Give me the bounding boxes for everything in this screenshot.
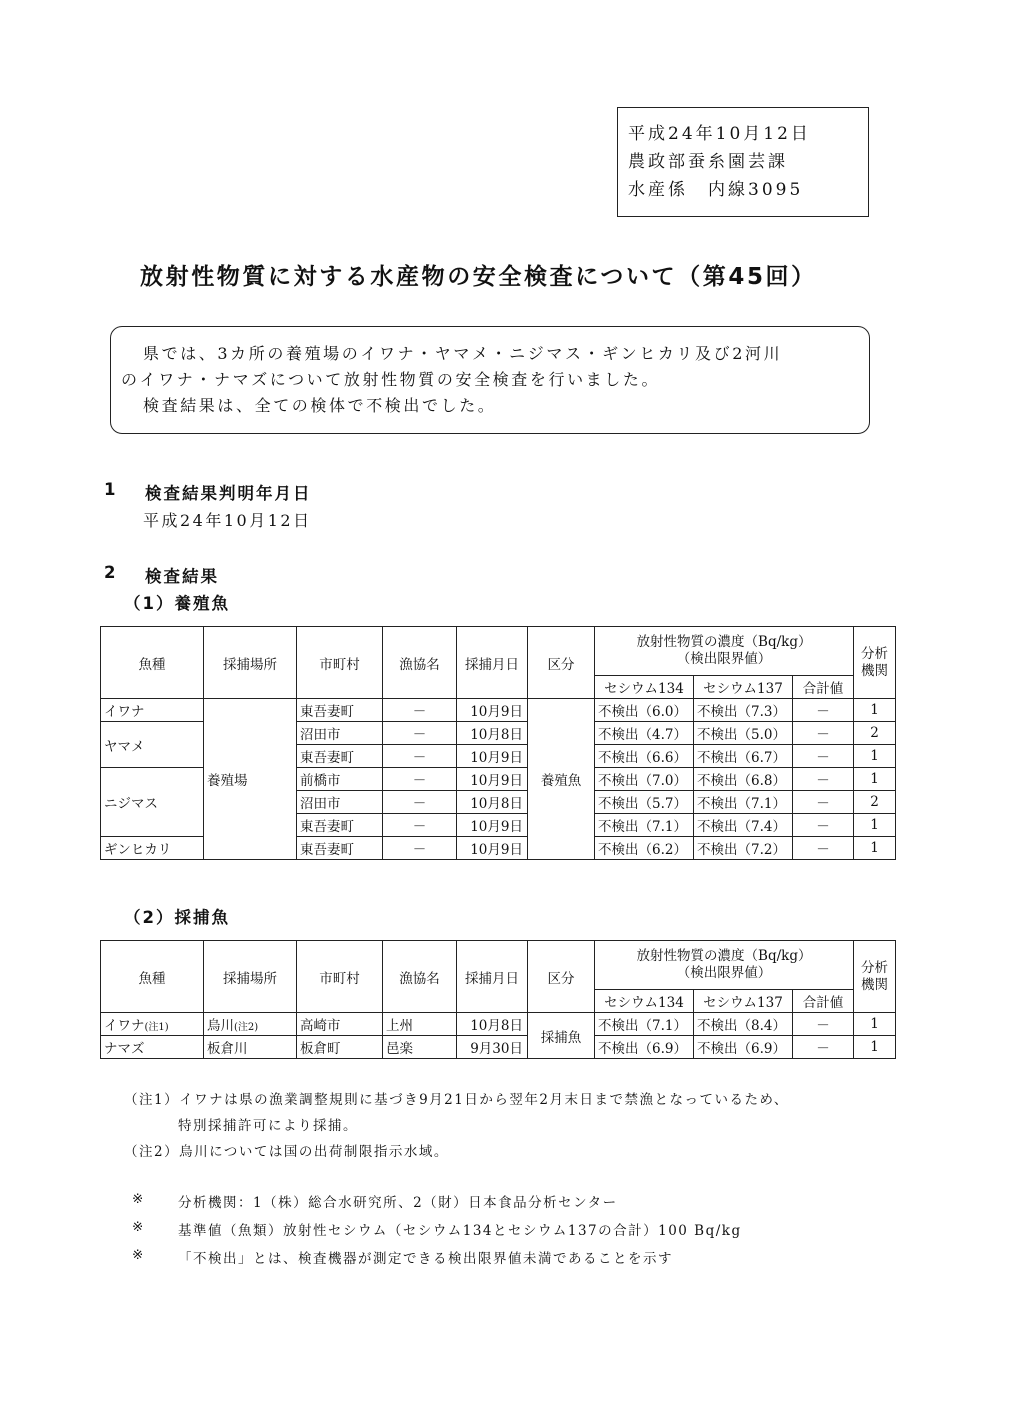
coop: － [383,814,457,837]
fish-note-ref: (注1) [144,1022,169,1033]
remark-not-detected: 「不検出」とは、検査機器が測定できる検出限界値未満であることを示す [178,1251,673,1267]
header-detection-limit: （検出限界値） [676,651,772,667]
coop: － [383,745,457,768]
lab-value: 1 [854,1013,896,1036]
remark-analysis-labs: 分析機関：1（株）総合水研究所、2（財）日本食品分析センター [178,1195,618,1211]
remark-mark-3: ※ [132,1247,145,1263]
total-value: － [793,837,854,860]
header-total: 合計値 [793,990,854,1013]
coop: － [383,837,457,860]
header-place: 採捕場所 [204,941,297,1013]
cs137-value: 不検出（8.4） [694,1013,793,1036]
category-caught: 採捕魚 [528,1013,595,1059]
header-fish: 魚種 [101,941,204,1013]
capture-date: 10月8日 [457,722,528,745]
city: 沼田市 [297,722,383,745]
city: 沼田市 [297,791,383,814]
lab-value: 1 [854,837,896,860]
department: 農政部蚕糸園芸課 [628,152,788,172]
city: 板倉町 [297,1036,383,1059]
table-row [101,1013,896,1036]
lab-value: 1 [854,768,896,791]
header-lab-line1: 分析 [861,645,889,662]
summary-line-3: 検査結果は、全ての検体で不検出でした。 [143,396,497,415]
note-1-line-1: （注1）イワナは県の漁業調整規則に基づき9月21日から翌年2月末日まで禁漁となっているため、 [124,1092,789,1108]
subsection-caught: （2）採捕魚 [124,908,230,927]
capture-date: 10月8日 [457,791,528,814]
total-value: － [793,814,854,837]
header-total: 合計値 [793,676,854,699]
header-date: 採捕月日 [457,941,528,1013]
lab-value: 1 [854,699,896,722]
summary-line-2: のイワナ・ナマズについて放射性物質の安全検査を行いました。 [121,370,661,389]
capture-date: 10月9日 [457,768,528,791]
total-value: － [793,1013,854,1036]
header-category: 区分 [528,627,595,699]
capture-date: 10月9日 [457,837,528,860]
lab-value: 1 [854,745,896,768]
header-cs137: セシウム137 [694,990,793,1013]
place-farm: 養殖場 [204,699,297,860]
page-title: 放射性物質に対する水産物の安全検査について（第45回） [140,264,817,290]
header-concentration [595,627,854,676]
header-lab [854,941,896,1013]
total-value: － [793,1036,854,1059]
header-category: 区分 [528,941,595,1013]
cs134-value: 不検出（7.1） [595,1013,694,1036]
header-lab [854,627,896,699]
table-row [101,1036,896,1059]
category-farmed: 養殖魚 [528,699,595,860]
issue-date: 平成24年10月12日 [628,124,811,144]
table-row [101,699,896,722]
capture-date: 10月9日 [457,699,528,722]
header-city: 市町村 [297,627,383,699]
cs137-value: 不検出（6.9） [694,1036,793,1059]
header-concentration-label: 放射性物質の濃度（Bq/kg） [636,634,812,650]
fish-name-text: イワナ [104,1018,145,1034]
cs137-value: 不検出（7.3） [694,699,793,722]
cs134-value: 不検出（7.1） [595,814,694,837]
header-fish: 魚種 [101,627,204,699]
lab-value: 2 [854,722,896,745]
cs137-value: 不検出（7.2） [694,837,793,860]
section2-number: 2 [104,563,118,582]
fish-name: イワナ [101,699,204,722]
farmed-fish-table [100,626,896,860]
header-cs134: セシウム134 [595,990,694,1013]
header-lab-line2: 機関 [861,662,889,679]
fish-name: ギンヒカリ [101,837,204,860]
remark-mark-1: ※ [132,1191,145,1207]
table-header-row [101,627,896,676]
section1-date: 平成24年10月12日 [143,511,312,530]
cs134-value: 不検出（4.7） [595,722,694,745]
header-detection-limit: （検出限界値） [676,965,772,981]
section1-heading: 検査結果判明年月日 [145,484,312,503]
capture-date: 10月9日 [457,814,528,837]
total-value: － [793,768,854,791]
capture-date: 10月9日 [457,745,528,768]
summary-line-1: 県では、3カ所の養殖場のイワナ・ヤマメ・ニジマス・ギンヒカリ及び2河川 [143,344,783,363]
section1-number: 1 [104,480,118,499]
header-place: 採捕場所 [204,627,297,699]
cs134-value: 不検出（5.7） [595,791,694,814]
place: 板倉川 [204,1036,297,1059]
header-concentration [595,941,854,990]
cs137-value: 不検出（6.8） [694,768,793,791]
place-text: 烏川 [207,1018,234,1034]
fish-name: ナマズ [101,1036,204,1059]
cs134-value: 不検出（6.2） [595,837,694,860]
contact-extension: 水産係 内線3095 [628,180,804,200]
fish-name [101,1013,204,1036]
header-coop: 漁協名 [383,941,457,1013]
header-concentration-label: 放射性物質の濃度（Bq/kg） [636,948,812,964]
coop: － [383,768,457,791]
city: 高崎市 [297,1013,383,1036]
coop: － [383,699,457,722]
contact-box [617,107,869,217]
cs137-value: 不検出（6.7） [694,745,793,768]
header-cs134: セシウム134 [595,676,694,699]
remark-standard-value: 基準値（魚類）放射性セシウム（セシウム134とセシウム137の合計）100 Bq/kg [178,1223,742,1239]
cs137-value: 不検出（5.0） [694,722,793,745]
coop: － [383,722,457,745]
header-city: 市町村 [297,941,383,1013]
total-value: － [793,745,854,768]
caught-fish-table [100,940,896,1059]
fish-name: ヤマメ [101,722,204,768]
city: 東吾妻町 [297,699,383,722]
fish-name: ニジマス [101,768,204,837]
header-cs137: セシウム137 [694,676,793,699]
lab-value: 2 [854,791,896,814]
capture-date: 9月30日 [457,1036,528,1059]
header-lab-line2: 機関 [861,976,889,993]
capture-date: 10月8日 [457,1013,528,1036]
header-lab-line1: 分析 [861,959,889,976]
coop: 邑楽 [383,1036,457,1059]
place-note-ref: (注2) [234,1022,259,1033]
header-coop: 漁協名 [383,627,457,699]
coop: － [383,791,457,814]
lab-value: 1 [854,1036,896,1059]
subsection-farmed: （1）養殖魚 [124,594,230,613]
cs134-value: 不検出（6.9） [595,1036,694,1059]
lab-value: 1 [854,814,896,837]
city: 東吾妻町 [297,814,383,837]
header-date: 採捕月日 [457,627,528,699]
cs134-value: 不検出（6.6） [595,745,694,768]
total-value: － [793,791,854,814]
cs137-value: 不検出（7.4） [694,814,793,837]
summary-box [110,326,870,434]
table-header-row [101,941,896,990]
city: 東吾妻町 [297,837,383,860]
city: 東吾妻町 [297,745,383,768]
cs137-value: 不検出（7.1） [694,791,793,814]
note-1-line-2: 特別採捕許可により採捕。 [178,1118,358,1134]
cs134-value: 不検出（7.0） [595,768,694,791]
coop: 上州 [383,1013,457,1036]
place [204,1013,297,1036]
city: 前橋市 [297,768,383,791]
remark-mark-2: ※ [132,1219,145,1235]
section2-heading: 検査結果 [145,567,219,586]
note-2: （注2）烏川については国の出荷制限指示水域。 [124,1144,449,1160]
total-value: － [793,699,854,722]
cs134-value: 不検出（6.0） [595,699,694,722]
total-value: － [793,722,854,745]
